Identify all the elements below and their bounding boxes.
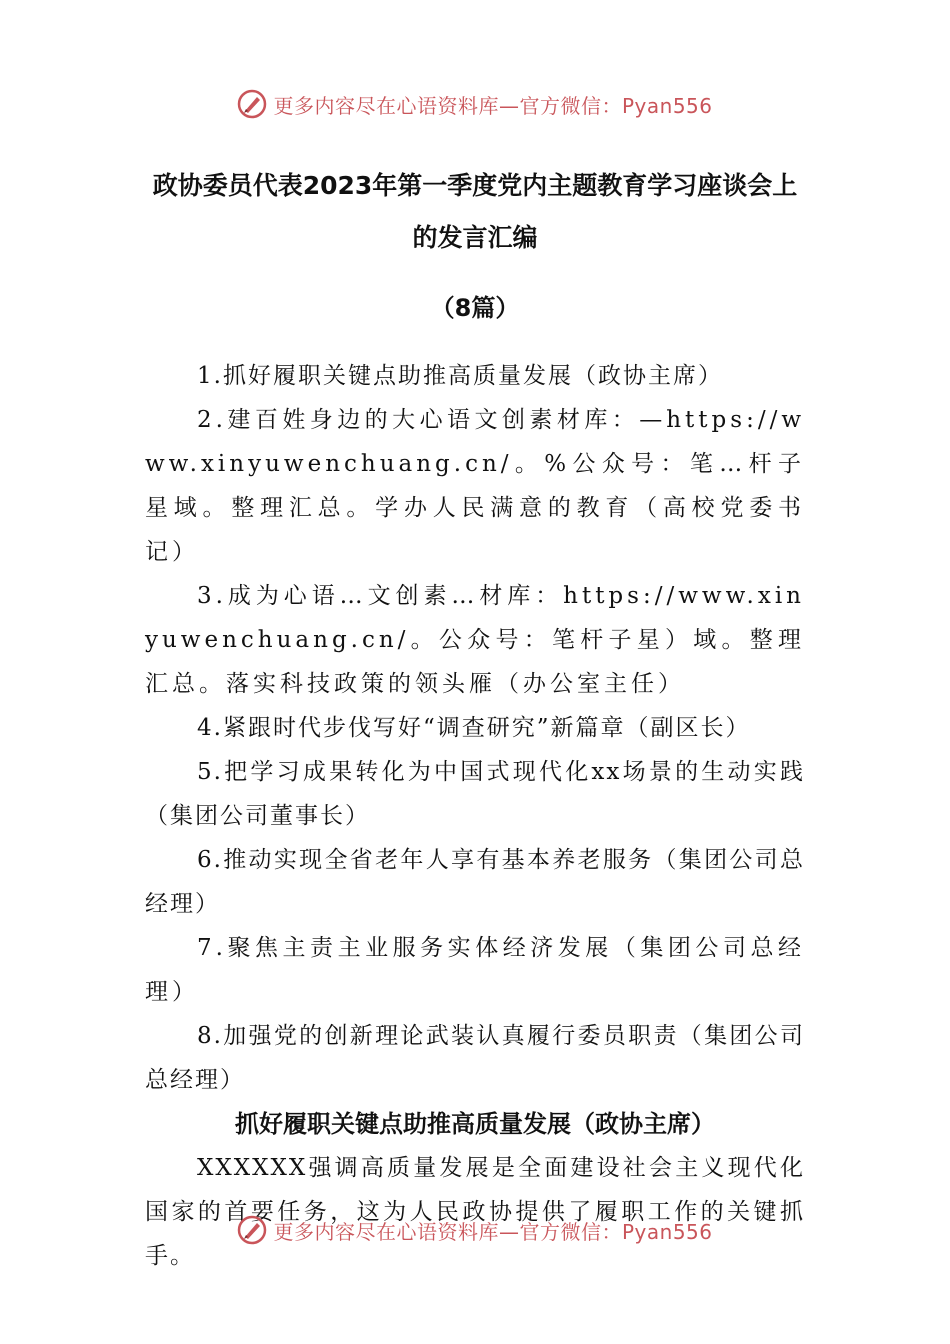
toc-item-2: 2.建百姓身边的大心语文创素材库：—https://www.xinyuwenchuang.cn/。%公众号：笔…杆子星域。整理汇总。学办人民满意的教育（高校党委书记） bbox=[145, 407, 805, 565]
document-title-line1: 政协委员代表2023年第一季度党内主题教育学习座谈会上 bbox=[152, 171, 798, 200]
footer-banner bbox=[0, 1210, 950, 1250]
banner-handle: Pyan556 bbox=[621, 93, 713, 118]
header-banner bbox=[0, 84, 950, 124]
toc-item-1: 1.抓好履职关键点助推高质量发展（政协主席） bbox=[197, 363, 723, 389]
pen-logo-icon bbox=[237, 1215, 267, 1245]
toc-item-5: 5.把学习成果转化为中国式现代化xx场景的生动实践（集团公司董事长） bbox=[145, 759, 805, 829]
document-page bbox=[145, 160, 805, 1278]
pen-logo-icon bbox=[237, 89, 267, 119]
banner-handle: Pyan556 bbox=[621, 1219, 713, 1244]
toc-item-6: 6.推动实现全省老年人享有基本养老服务（集团公司总经理） bbox=[145, 847, 805, 917]
banner-text: 更多内容尽在心语资料库—官方微信：Pyan556 bbox=[273, 1219, 713, 1244]
toc-item-8: 8.加强党的创新理论武装认真履行委员职责（集团公司总经理） bbox=[145, 1023, 805, 1093]
section-heading: 抓好履职关键点助推高质量发展（政协主席） bbox=[235, 1110, 715, 1138]
toc-item-3: 3.成为心语…文创素…材库：https://www.xinyuwenchuang.cn/。公众号：笔杆子星）域。整理汇总。落实科技政策的领头雁（办公室主任） bbox=[145, 583, 805, 697]
banner-text: 更多内容尽在心语资料库—官方微信：Pyan556 bbox=[273, 93, 713, 118]
body-paragraph: XXXXXX强调高质量发展是全面建设社会主义现代化国家的首要任务，这为人民政协提供了履职工作的关键抓手。 bbox=[145, 1155, 805, 1269]
document-subtitle: （8篇） bbox=[430, 294, 520, 322]
document-title-line2: 的发言汇编 bbox=[412, 223, 538, 252]
toc-item-4: 4.紧跟时代步伐写好“调查研究”新篇章（副区长） bbox=[197, 715, 751, 741]
toc-item-7: 7.聚焦主责主业服务实体经济发展（集团公司总经理） bbox=[145, 935, 805, 1005]
